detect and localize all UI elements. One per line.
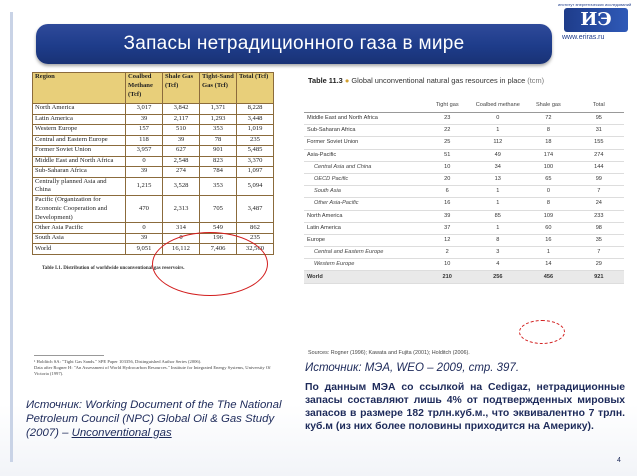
table-row: [33, 167, 274, 178]
right-table-container: [304, 72, 624, 362]
table-cell: 0: [472, 113, 523, 125]
table-cell: 22: [422, 125, 472, 137]
row-label: South Asia: [33, 233, 126, 244]
row-label: Europe: [304, 234, 422, 246]
table-cell: 85: [472, 210, 523, 222]
table-row: [33, 135, 274, 146]
table-row: [304, 125, 624, 137]
table-cell: 2,117: [163, 114, 200, 125]
row-label: Middle East and North Africa: [33, 156, 126, 167]
table-cell: 16: [422, 198, 472, 210]
table-cell: 274: [574, 149, 624, 161]
table-cell: 39: [126, 233, 163, 244]
table-cell: 32,560: [237, 244, 274, 255]
row-label: Sub-Saharan Africa: [304, 125, 422, 137]
table-title-text: Global unconventional natural gas resources in place: [351, 76, 526, 85]
table-cell: 470: [126, 196, 163, 223]
row-label: Middle East and North Africa: [304, 113, 422, 125]
table-cell: 3,448: [237, 114, 274, 125]
table-cell: 1,215: [126, 177, 163, 196]
table-cell: 9,051: [126, 244, 163, 255]
table-cell: 25: [422, 137, 472, 149]
table-cell: 100: [523, 161, 573, 173]
table-cell: 39: [163, 135, 200, 146]
table-cell: 98: [574, 222, 624, 234]
table-cell: 456: [523, 271, 573, 283]
row-label: Western Europe: [33, 125, 126, 136]
table-cell: 95: [574, 113, 624, 125]
table-row-world: [304, 271, 624, 283]
row-label: Asia-Pacific: [304, 149, 422, 161]
table-cell: 1,371: [200, 104, 237, 115]
table-cell: 823: [200, 156, 237, 167]
table-cell: 0: [163, 233, 200, 244]
table-cell: 49: [472, 149, 523, 161]
table-caption: Table I.1. Distribution of worldwide unconventional gas reservoirs.: [42, 266, 185, 271]
table-row: [304, 222, 624, 234]
table-row: [304, 161, 624, 173]
table-number: Table 11.3: [308, 76, 343, 85]
slide-left-rule: [10, 12, 13, 462]
table-cell: 2: [422, 247, 472, 259]
table-cell: 24: [574, 198, 624, 210]
table-row: [304, 113, 624, 125]
table-cell: 627: [163, 146, 200, 157]
row-label: North America: [304, 210, 422, 222]
table-cell: 10: [422, 259, 472, 271]
table-cell: 274: [163, 167, 200, 178]
table-cell: 155: [574, 137, 624, 149]
institute-logo: [556, 0, 636, 44]
table-cell: 0: [523, 186, 573, 198]
table-cell: 60: [523, 222, 573, 234]
row-label: Former Soviet Union: [33, 146, 126, 157]
row-label: World: [33, 244, 126, 255]
row-label: Other Asia-Pacific: [304, 198, 422, 210]
table-cell: 37: [422, 222, 472, 234]
row-label: Central Asia and China: [304, 161, 422, 173]
table-row: [33, 104, 274, 115]
source-npc-underlined: Unconventional gas: [71, 427, 172, 439]
column-header: Coalbed Methane (Tcf): [126, 73, 163, 104]
table-cell: 3,017: [126, 104, 163, 115]
table-cell: 16: [523, 234, 573, 246]
table-cell: 1: [472, 186, 523, 198]
table-unit: (tcm): [527, 76, 545, 85]
table-header-row: [304, 98, 624, 113]
table-cell: 31: [574, 125, 624, 137]
table-cell: 2,548: [163, 156, 200, 167]
table-cell: 1,019: [237, 125, 274, 136]
slide-title: Запасы нетрадиционного газа в мире: [36, 24, 552, 64]
row-label: Pacific (Organization for Economic Cooperation and Development): [33, 196, 126, 223]
table-cell: 3: [472, 247, 523, 259]
table-cell: 353: [200, 177, 237, 196]
table-cell: 705: [200, 196, 237, 223]
table-cell: 78: [200, 135, 237, 146]
unconventional-gas-table-tcf: [32, 72, 274, 255]
table-row: [304, 259, 624, 271]
table-cell: 256: [472, 271, 523, 283]
highlight-ellipse: [152, 232, 268, 296]
table-cell: 39: [126, 167, 163, 178]
table-row: [304, 173, 624, 185]
table-cell: 1: [472, 222, 523, 234]
row-label: North America: [33, 104, 126, 115]
table-row: [33, 146, 274, 157]
table-cell: 3,957: [126, 146, 163, 157]
column-header: Region: [33, 73, 126, 104]
row-label: World: [304, 271, 422, 283]
table-row: [33, 156, 274, 167]
table-cell: 8: [472, 234, 523, 246]
table-cell: 7: [574, 247, 624, 259]
table-cell: 157: [126, 125, 163, 136]
table-row: [304, 210, 624, 222]
table-cell: 233: [574, 210, 624, 222]
table-cell: 784: [200, 167, 237, 178]
column-header: Coalbed methane: [472, 98, 523, 113]
table-cell: 8: [523, 198, 573, 210]
table-cell: 144: [574, 161, 624, 173]
table-cell: 112: [472, 137, 523, 149]
table-cell: 20: [422, 173, 472, 185]
table-row: [304, 149, 624, 161]
table-cell: 549: [200, 223, 237, 234]
column-header: Shale gas: [523, 98, 573, 113]
row-label: Latin America: [33, 114, 126, 125]
table-cell: 510: [163, 125, 200, 136]
table-row: [33, 223, 274, 234]
highlight-ellipse-shale-world: [519, 320, 565, 344]
source-iea: Источник: МЭА, WEO – 2009, стр. 397.: [305, 362, 520, 374]
table-cell: 51: [422, 149, 472, 161]
table-cell: 8: [523, 125, 573, 137]
table-cell: 5,094: [237, 177, 274, 196]
row-label: Centrally planned Asia and China: [33, 177, 126, 196]
table-cell: 39: [422, 210, 472, 222]
table-cell: 118: [126, 135, 163, 146]
table-cell: 1: [523, 247, 573, 259]
column-header: Total: [574, 98, 624, 113]
table-cell: 1: [472, 125, 523, 137]
row-label: Latin America: [304, 222, 422, 234]
table-cell: 13: [472, 173, 523, 185]
table-cell: 3,487: [237, 196, 274, 223]
row-label: Sub-Saharan Africa: [33, 167, 126, 178]
table-cell: 314: [163, 223, 200, 234]
table-cell: 3,842: [163, 104, 200, 115]
table-cell: 8,228: [237, 104, 274, 115]
row-label: Western Europe: [304, 259, 422, 271]
table-cell: 4: [472, 259, 523, 271]
table-cell: 901: [200, 146, 237, 157]
table-row: [304, 186, 624, 198]
column-header: Tight-Sand Gas (Tcf): [200, 73, 237, 104]
column-header: Total (Tcf): [237, 73, 274, 104]
footnote-rule: [34, 355, 104, 356]
table-header-row: [33, 73, 274, 104]
row-label: OECD Pacific: [304, 173, 422, 185]
table-body: [304, 113, 624, 284]
table-cell: 99: [574, 173, 624, 185]
column-header: Tight gas: [422, 98, 472, 113]
column-header: Shale Gas (Tcf): [163, 73, 200, 104]
table-cell: 235: [237, 135, 274, 146]
bullet-icon: ●: [344, 76, 352, 85]
source-npc-main: Источник: Working Document of the The National Petroleum Council (NPC) Global Oil & Gas Study (2007) –: [26, 399, 282, 439]
table-cell: 6: [422, 186, 472, 198]
table-row: [304, 137, 624, 149]
row-label: South Asia: [304, 186, 422, 198]
table-row: [304, 198, 624, 210]
page-number: 4: [617, 457, 621, 464]
table-cell: 12: [422, 234, 472, 246]
logo-mark: ИЭ: [564, 8, 628, 32]
table-cell: 235: [237, 233, 274, 244]
table-row: [304, 234, 624, 246]
table-cell: 35: [574, 234, 624, 246]
table-cell: 1,097: [237, 167, 274, 178]
table-cell: 921: [574, 271, 624, 283]
table-cell: 2,313: [163, 196, 200, 223]
table-cell: 1,293: [200, 114, 237, 125]
table-cell: 16,112: [163, 244, 200, 255]
table-body: [33, 104, 274, 255]
right-table-source: Sources: Rogner (1996); Kawata and Fujita (2001); Holditch (2006).: [308, 350, 470, 356]
table-cell: 72: [523, 113, 573, 125]
table-cell: 23: [422, 113, 472, 125]
source-npc: [26, 398, 296, 440]
table-cell: 7: [574, 186, 624, 198]
table-cell: 1: [472, 198, 523, 210]
table-row: [33, 177, 274, 196]
footnote-line: ¹ Holditch SA: "Tight Gas Sands." SPE Paper 103356, Distinguished Author Series (2006).: [34, 358, 202, 364]
table-cell: 14: [523, 259, 573, 271]
table-cell: 0: [126, 223, 163, 234]
right-table-title: [308, 76, 544, 85]
table-cell: 7,406: [200, 244, 237, 255]
table-cell: 5,485: [237, 146, 274, 157]
row-label: Central and Eastern Europe: [304, 247, 422, 259]
table-cell: 34: [472, 161, 523, 173]
footnote: [34, 355, 274, 377]
table-cell: 210: [422, 271, 472, 283]
cedigaz-paragraph: По данным МЭА со ссылкой на Cedigaz, нетрадиционные запасы составляют лишь 4% от подтвержденных мировых запасов в размере 182 трлн.куб.м., что эквивалентно 7 трлн. куб.м (из них более половины приходится на Америку).: [305, 382, 625, 432]
table-cell: 10: [422, 161, 472, 173]
column-header: [304, 98, 422, 113]
table-cell: 29: [574, 259, 624, 271]
global-unconventional-gas-table-tcm: [304, 98, 624, 284]
table-cell: 109: [523, 210, 573, 222]
row-label: Other Asia Pacific: [33, 223, 126, 234]
table-row: [33, 114, 274, 125]
table-row: [33, 196, 274, 223]
table-cell: 196: [200, 233, 237, 244]
logo-top-text: институт энергетических исследований: [558, 2, 632, 7]
table-cell: 18: [523, 137, 573, 149]
table-cell: 3,528: [163, 177, 200, 196]
footnote-line: Data after Rogner H: "An Assessment of World Hydrocarbon Resources." Institute for Integrated Energy Systems, University Of Victoria (1997).: [34, 364, 271, 376]
table-cell: 862: [237, 223, 274, 234]
table-cell: 0: [126, 156, 163, 167]
table-cell: 39: [126, 114, 163, 125]
table-cell: 65: [523, 173, 573, 185]
logo-url[interactable]: www.eriras.ru: [562, 34, 605, 41]
table-cell: 353: [200, 125, 237, 136]
row-label: Central and Eastern Europe: [33, 135, 126, 146]
table-cell: 3,370: [237, 156, 274, 167]
row-label: Former Soviet Union: [304, 137, 422, 149]
table-cell: 174: [523, 149, 573, 161]
table-row: [33, 125, 274, 136]
table-row: [304, 247, 624, 259]
